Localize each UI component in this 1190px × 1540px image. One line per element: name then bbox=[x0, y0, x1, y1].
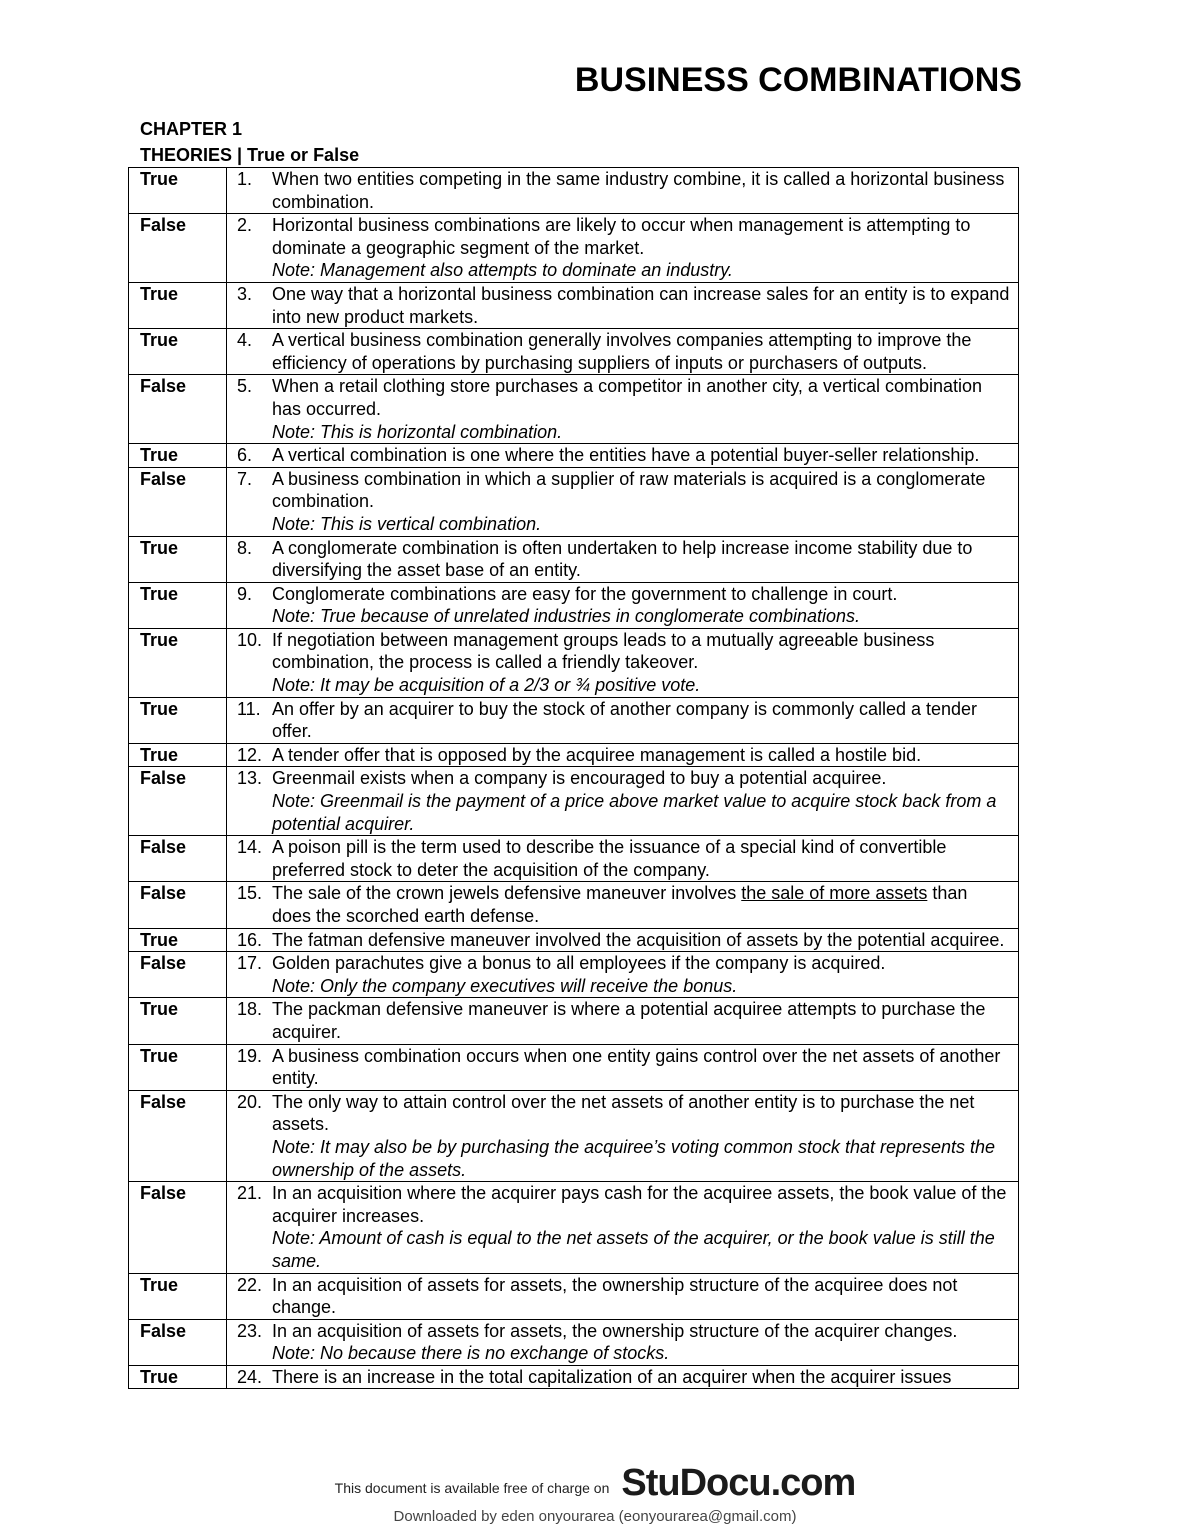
statement-cell bbox=[227, 467, 1019, 536]
item-number: 3. bbox=[237, 283, 253, 304]
answer-cell: True bbox=[129, 743, 227, 767]
answer-cell: False bbox=[129, 1090, 227, 1181]
statement-cell bbox=[227, 697, 1019, 743]
statement-note: Note: Management also attempts to dominate an industry. bbox=[272, 260, 733, 281]
statement-body: A business combination occurs when one entity gains control over the net assets of another entity. bbox=[272, 1045, 1001, 1089]
statement-body: A conglomerate combination is often undertaken to help increase income stability due to diversifying the asset base of an entity. bbox=[272, 537, 973, 581]
statement-body: The only way to attain control over the net assets of another entity is to purchase the net assets. bbox=[272, 1091, 975, 1135]
item-number: 17. bbox=[237, 953, 263, 974]
answer-cell: True bbox=[129, 329, 227, 375]
answer-cell: False bbox=[129, 1182, 227, 1273]
statement-cell bbox=[227, 952, 1019, 998]
answer-cell: True bbox=[129, 1365, 227, 1389]
statement-note: Note: Amount of cash is equal to the net assets of the acquirer, or the book value is still the same. bbox=[272, 1228, 995, 1271]
statement-text bbox=[272, 767, 1010, 835]
statement-text bbox=[272, 1274, 1010, 1319]
statement-body: There is an increase in the total capitalization of an acquirer when the acquirer issues bbox=[272, 1366, 952, 1387]
statement-cell bbox=[227, 282, 1019, 328]
statement-text bbox=[272, 329, 1010, 374]
statement-body: If negotiation between management groups leads to a mutually agreeable business combination, the process is called a friendly takeover. bbox=[272, 629, 935, 673]
table-row bbox=[129, 998, 1019, 1044]
statement-text bbox=[272, 1320, 1010, 1365]
item-number: 5. bbox=[237, 376, 253, 397]
statement-cell bbox=[227, 767, 1019, 836]
statement-text bbox=[272, 375, 1010, 443]
statement-cell bbox=[227, 882, 1019, 928]
statement-cell bbox=[227, 329, 1019, 375]
answer-cell: False bbox=[129, 952, 227, 998]
statement-text bbox=[272, 698, 1010, 743]
answer-cell: True bbox=[129, 168, 227, 214]
chapter-heading bbox=[140, 116, 359, 168]
statement-underlined-text: the sale of more assets bbox=[741, 883, 928, 904]
answer-cell: False bbox=[129, 882, 227, 928]
table-row bbox=[129, 1365, 1019, 1389]
item-number: 21. bbox=[237, 1183, 263, 1204]
table-row bbox=[129, 467, 1019, 536]
item-number: 8. bbox=[237, 537, 253, 558]
statement-body: A poison pill is the term used to describe the issuance of a special kind of convertible preferred stock to deter the acquisition of the company. bbox=[272, 837, 947, 880]
answer-cell: True bbox=[129, 697, 227, 743]
statement-text bbox=[272, 583, 1010, 628]
statement-body: In an acquisition of assets for assets, the ownership structure of the acquiree does not change. bbox=[272, 1274, 958, 1318]
logo-stu: Stu bbox=[621, 1462, 680, 1504]
logo-com: .com bbox=[770, 1462, 856, 1504]
statement-note: Note: This is horizontal combination. bbox=[272, 421, 563, 442]
statement-text bbox=[272, 1182, 1010, 1272]
answer-cell: False bbox=[129, 836, 227, 882]
statement-text bbox=[272, 214, 1010, 282]
item-number: 23. bbox=[237, 1320, 263, 1341]
statement-text bbox=[272, 929, 1010, 952]
statement-text bbox=[272, 882, 1010, 927]
chapter-label: CHAPTER 1 bbox=[140, 119, 243, 139]
statement-text bbox=[272, 283, 1010, 328]
statement-text bbox=[272, 1045, 1010, 1090]
item-number: 13. bbox=[237, 768, 263, 789]
statement-note: Note: It may also be by purchasing the acquiree’s voting common stock that represents the ownership of the assets. bbox=[272, 1136, 996, 1180]
table-row bbox=[129, 582, 1019, 628]
statement-text-part: The sale of the crown jewels defensive maneuver involves bbox=[272, 883, 742, 904]
statement-body: In an acquisition where the acquirer pays cash for the acquiree assets, the book value of the acquirer increases. bbox=[272, 1183, 1007, 1226]
statement-text bbox=[272, 629, 1010, 697]
answer-cell: False bbox=[129, 375, 227, 444]
item-number: 6. bbox=[237, 445, 253, 466]
statement-body: One way that a horizontal business combination can increase sales for an entity is to expand into new product markets. bbox=[272, 283, 1010, 327]
item-number: 11. bbox=[237, 698, 261, 719]
table-row bbox=[129, 697, 1019, 743]
statement-note: Note: Greenmail is the payment of a price above market value to acquire stock back from a potential acquirer. bbox=[272, 791, 997, 834]
statement-body: An offer by an acquirer to buy the stock of another company is commonly called a tender offer. bbox=[272, 698, 978, 742]
statement-text bbox=[272, 168, 1010, 213]
table-row bbox=[129, 214, 1019, 283]
statement-cell bbox=[227, 928, 1019, 952]
statement-cell bbox=[227, 536, 1019, 582]
statement-note: Note: This is vertical combination. bbox=[272, 513, 542, 534]
table-row bbox=[129, 767, 1019, 836]
statement-cell bbox=[227, 836, 1019, 882]
answer-cell: True bbox=[129, 928, 227, 952]
item-number: 15. bbox=[237, 883, 263, 904]
answer-cell: False bbox=[129, 767, 227, 836]
statement-text bbox=[272, 998, 1010, 1043]
item-number: 7. bbox=[237, 468, 253, 489]
statement-cell bbox=[227, 444, 1019, 468]
item-number: 16. bbox=[237, 929, 263, 950]
statement-cell bbox=[227, 628, 1019, 697]
table-row bbox=[129, 836, 1019, 882]
statement-text bbox=[272, 537, 1010, 582]
statement-note: Note: True because of unrelated industries in conglomerate combinations. bbox=[272, 606, 860, 627]
table-row bbox=[129, 375, 1019, 444]
statement-text bbox=[272, 952, 1010, 997]
statement-cell bbox=[227, 214, 1019, 283]
item-number: 19. bbox=[237, 1045, 263, 1066]
item-number: 20. bbox=[237, 1091, 263, 1112]
table-row bbox=[129, 1319, 1019, 1365]
answer-cell: True bbox=[129, 282, 227, 328]
statement-body: A tender offer that is opposed by the acquiree management is called a hostile bid. bbox=[272, 744, 922, 765]
table-row bbox=[129, 1044, 1019, 1090]
statement-body: A business combination in which a supplier of raw materials is acquired is a conglomerate combination. bbox=[272, 468, 986, 512]
table-row bbox=[129, 882, 1019, 928]
answer-cell: True bbox=[129, 536, 227, 582]
answer-cell: True bbox=[129, 1044, 227, 1090]
item-number: 10. bbox=[237, 629, 263, 650]
statement-body: A vertical combination is one where the entities have a potential buyer-seller relationship. bbox=[272, 445, 980, 466]
statement-cell bbox=[227, 1090, 1019, 1181]
statement-cell bbox=[227, 582, 1019, 628]
statement-body: Conglomerate combinations are easy for the government to challenge in court. bbox=[272, 583, 898, 604]
statement-body: The fatman defensive maneuver involved the acquisition of assets by the potential acquiree. bbox=[272, 929, 1005, 950]
answer-cell: False bbox=[129, 467, 227, 536]
statement-cell bbox=[227, 168, 1019, 214]
statement-cell bbox=[227, 743, 1019, 767]
answer-cell: True bbox=[129, 444, 227, 468]
item-number: 1. bbox=[237, 169, 253, 189]
answer-cell: True bbox=[129, 1273, 227, 1319]
statement-text bbox=[272, 444, 1010, 467]
table-row bbox=[129, 928, 1019, 952]
statement-cell bbox=[227, 1182, 1019, 1273]
answer-cell: True bbox=[129, 628, 227, 697]
table-row bbox=[129, 743, 1019, 767]
statement-text bbox=[272, 836, 1010, 881]
logo-docu: Docu bbox=[679, 1462, 771, 1504]
statement-body: The packman defensive maneuver is where a potential acquiree attempts to purchase the acquirer. bbox=[272, 999, 986, 1042]
item-number: 12. bbox=[237, 744, 263, 765]
statement-text bbox=[272, 1091, 1010, 1181]
table-row bbox=[129, 952, 1019, 998]
item-number: 14. bbox=[237, 837, 263, 858]
statement-body: A vertical business combination generally involves companies attempting to improve the efficiency of operations by purchasing suppliers of inputs or purchasers of outputs. bbox=[272, 330, 972, 373]
statement-text-part: than does the scorched earth defense. bbox=[272, 883, 968, 926]
answer-cell: False bbox=[129, 214, 227, 283]
table-row bbox=[129, 1090, 1019, 1181]
statement-text bbox=[272, 744, 1010, 767]
statement-note: Note: It may be acquisition of a 2/3 or ¾ positive vote. bbox=[272, 675, 701, 696]
document-title: BUSINESS COMBINATIONS bbox=[574, 61, 1022, 99]
item-number: 9. bbox=[237, 583, 253, 604]
table-row bbox=[129, 329, 1019, 375]
answer-cell: False bbox=[129, 1319, 227, 1365]
item-number: 24. bbox=[237, 1366, 263, 1387]
statement-cell bbox=[227, 375, 1019, 444]
statement-body: In an acquisition of assets for assets, the ownership structure of the acquirer changes. bbox=[272, 1320, 958, 1341]
statement-cell bbox=[227, 1273, 1019, 1319]
table-row bbox=[129, 1273, 1019, 1319]
true-false-table bbox=[128, 167, 1019, 1389]
statement-body: Greenmail exists when a company is encouraged to buy a potential acquiree. bbox=[272, 768, 887, 789]
statement-body: When two entities competing in the same industry combine, it is called a horizontal business combination. bbox=[272, 169, 1005, 212]
statement-note: Note: No because there is no exchange of stocks. bbox=[272, 1343, 670, 1364]
table-row bbox=[129, 628, 1019, 697]
statement-body: Horizontal business combinations are likely to occur when management is attempting to dominate a geographic segment of the market. bbox=[272, 215, 971, 258]
answer-cell: True bbox=[129, 582, 227, 628]
answer-cell: True bbox=[129, 998, 227, 1044]
statement-cell bbox=[227, 998, 1019, 1044]
table-row bbox=[129, 444, 1019, 468]
table-row bbox=[129, 168, 1019, 214]
statement-body: Golden parachutes give a bonus to all employees if the company is acquired. bbox=[272, 953, 886, 974]
item-number: 2. bbox=[237, 215, 253, 236]
downloaded-by-text: Downloaded by eden onyourarea (eonyourarea@gmail.com) bbox=[393, 1508, 797, 1525]
statement-text bbox=[272, 1366, 1010, 1389]
table-row bbox=[129, 282, 1019, 328]
section-label: THEORIES | True or False bbox=[140, 145, 360, 165]
availability-text: This document is available free of charge on bbox=[334, 1479, 610, 1496]
statement-text bbox=[272, 468, 1010, 536]
item-number: 18. bbox=[237, 999, 263, 1020]
studocu-logo[interactable] bbox=[621, 1462, 855, 1505]
statement-cell bbox=[227, 1365, 1019, 1389]
item-number: 4. bbox=[237, 330, 253, 351]
statement-body: When a retail clothing store purchases a competitor in another city, a vertical combination has occurred. bbox=[272, 376, 983, 419]
table-row bbox=[129, 1182, 1019, 1273]
studocu-footer bbox=[0, 1462, 1190, 1505]
statement-cell bbox=[227, 1319, 1019, 1365]
table-row bbox=[129, 536, 1019, 582]
statement-note: Note: Only the company executives will receive the bonus. bbox=[272, 975, 738, 996]
statement-cell bbox=[227, 1044, 1019, 1090]
item-number: 22. bbox=[237, 1274, 263, 1295]
